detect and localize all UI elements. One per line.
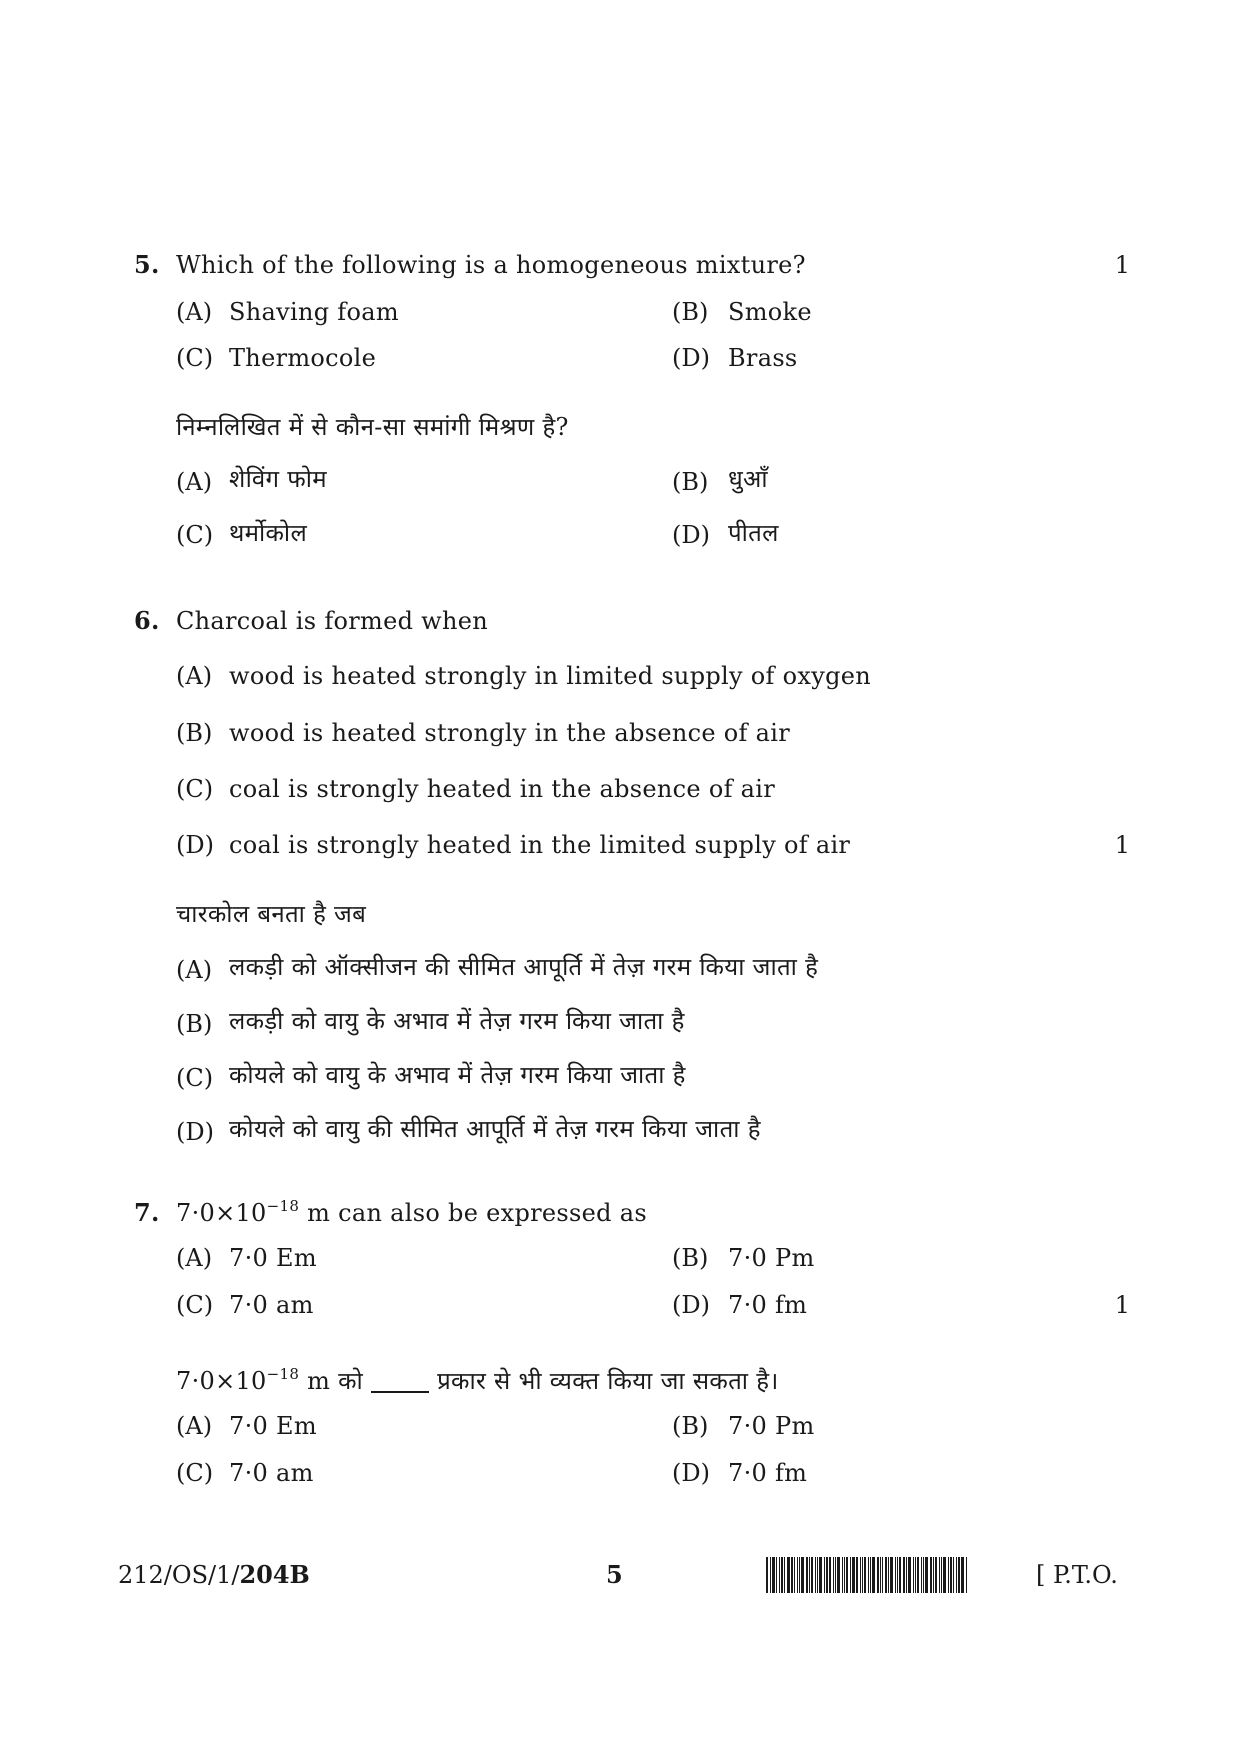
option-text: wood is heated strongly in the absence of air [229, 719, 790, 747]
barcode-bar [895, 1557, 896, 1593]
barcode-bar [913, 1557, 914, 1593]
barcode-bar [956, 1557, 957, 1593]
option-letter: (D) [672, 1459, 710, 1487]
option-letter: (B) [672, 1412, 709, 1440]
question-text-hindi-mid: को [338, 1367, 364, 1395]
option-text: Brass [728, 344, 798, 372]
paper-code-set: 204B [239, 1560, 310, 1589]
question-text: Which of the following is a homogeneous mixture? [176, 251, 806, 279]
option-letter: (D) [672, 344, 710, 372]
barcode-bar [817, 1557, 818, 1593]
question-number: 6. [134, 606, 160, 635]
barcode-bar [917, 1557, 919, 1593]
barcode-bar [801, 1557, 804, 1593]
barcode-bar [915, 1557, 916, 1593]
question-number: 7. [134, 1198, 160, 1227]
option-text-hindi: लकड़ी को वायु के अभाव में तेज़ गरम किया जाता है [229, 1007, 685, 1035]
option-letter: (B) [672, 298, 709, 326]
barcode-bar [797, 1557, 798, 1593]
barcode-bar [941, 1557, 942, 1593]
barcode-bar [950, 1557, 952, 1593]
barcode-bar [961, 1557, 964, 1593]
barcode-bar [899, 1557, 901, 1593]
barcode-bar [903, 1557, 905, 1593]
page-number: 5 [606, 1560, 623, 1589]
option-letter: (C) [176, 521, 214, 549]
barcode-bar [925, 1557, 928, 1593]
barcode-bar [819, 1557, 822, 1593]
barcode-bar [766, 1557, 768, 1593]
option-text-hindi: लकड़ी को ऑक्सीजन की सीमित आपूर्ति में तेज़ गरम किया जाता है [229, 953, 819, 981]
option-letter: (D) [176, 831, 214, 859]
pto-label: [ P.T.O. [1036, 1561, 1118, 1589]
barcode-bar [935, 1557, 937, 1593]
fill-in-blank [371, 1391, 429, 1393]
question-text [176, 1198, 647, 1228]
barcode-bar [953, 1557, 954, 1593]
barcode-bar [930, 1557, 932, 1593]
question-text-hindi: निम्नलिखित में से कौन-सा समांगी मिश्रण है? [176, 413, 569, 441]
paper-code [118, 1560, 310, 1590]
option-text-hindi: शेविंग फोम [229, 465, 327, 493]
option-letter: (A) [176, 468, 213, 496]
barcode-bar [966, 1557, 967, 1593]
option-text: coal is strongly heated in the limited supply of air [229, 831, 851, 859]
barcode-bar [882, 1557, 883, 1593]
barcode-bar [921, 1557, 922, 1593]
barcode-bar [888, 1557, 889, 1593]
question-marks: 1 [1114, 1291, 1130, 1319]
barcode-bar [776, 1557, 777, 1593]
barcode-bar [933, 1557, 934, 1593]
option-text: 7·0 Pm [728, 1412, 815, 1440]
barcode-bar [890, 1557, 893, 1593]
barcode-bar [860, 1557, 861, 1593]
barcode-bar [880, 1557, 881, 1593]
barcode-bar [791, 1557, 793, 1593]
barcode-bar [856, 1557, 858, 1593]
option-text: Smoke [728, 298, 812, 326]
option-letter: (C) [176, 1291, 214, 1319]
option-letter: (B) [176, 1010, 213, 1038]
barcode-bar [824, 1557, 825, 1593]
option-text-hindi: पीतल [728, 519, 779, 547]
barcode-bar [826, 1557, 828, 1593]
barcode-bar [799, 1557, 800, 1593]
barcode-bar [833, 1557, 834, 1593]
option-text: 7·0 Pm [728, 1244, 815, 1272]
option-letter: (C) [176, 1064, 214, 1092]
option-letter: (B) [672, 468, 709, 496]
barcode-bar [837, 1557, 840, 1593]
expression-unit: m [307, 1367, 331, 1395]
option-letter: (C) [176, 1459, 214, 1487]
barcode-bar [794, 1557, 795, 1593]
barcode-bar [872, 1557, 875, 1593]
option-text: 7·0 fm [728, 1291, 808, 1319]
barcode-bar [809, 1557, 810, 1593]
barcode-bar [862, 1557, 863, 1593]
barcode-bar [870, 1557, 871, 1593]
option-text: coal is strongly heated in the absence of air [229, 775, 776, 803]
option-letter: (A) [176, 1244, 213, 1272]
option-text: 7·0 Em [229, 1244, 317, 1272]
option-letter: (B) [176, 719, 213, 747]
barcode-bar [906, 1557, 907, 1593]
barcode-bar [948, 1557, 949, 1593]
barcode-bar [829, 1557, 831, 1593]
barcode-bar [806, 1557, 808, 1593]
barcode-bar [868, 1557, 869, 1593]
option-letter: (D) [672, 521, 710, 549]
expression-base: 7·0×10 [176, 1199, 267, 1227]
option-text: 7·0 am [229, 1291, 314, 1319]
barcode-bar [815, 1557, 816, 1593]
option-letter: (A) [176, 298, 213, 326]
expression-exponent: −18 [266, 1365, 300, 1383]
option-text-hindi: थर्मोकोल [229, 519, 308, 547]
option-text-hindi: कोयले को वायु की सीमित आपूर्ति में तेज़ गरम किया जाता है [229, 1115, 761, 1143]
barcode-bar [850, 1557, 851, 1593]
barcode-bar [852, 1557, 855, 1593]
option-text-hindi: कोयले को वायु के अभाव में तेज़ गरम किया जाता है [229, 1061, 686, 1089]
option-letter: (B) [672, 1244, 709, 1272]
question-text-hindi [176, 1366, 779, 1396]
question-text-hindi: चारकोल बनता है जब [176, 900, 367, 928]
barcode-bar [908, 1557, 911, 1593]
option-text: 7·0 Em [229, 1412, 317, 1440]
expression-unit: m [307, 1199, 331, 1227]
paper-code-prefix: 212/OS/1/ [118, 1561, 240, 1589]
option-text: Thermocole [229, 344, 377, 372]
barcode-bar [885, 1557, 887, 1593]
question-marks: 1 [1114, 251, 1130, 279]
barcode-bar [844, 1557, 845, 1593]
barcode-bar [877, 1557, 879, 1593]
barcode-bar [811, 1557, 813, 1593]
question-text: Charcoal is formed when [176, 607, 489, 635]
question-text-rest: can also be expressed as [338, 1199, 647, 1227]
barcode-bar [770, 1557, 771, 1593]
option-letter: (D) [176, 1118, 214, 1146]
option-text: 7·0 fm [728, 1459, 808, 1487]
option-letter: (A) [176, 1412, 213, 1440]
option-text: wood is heated strongly in limited supply of oxygen [229, 662, 872, 690]
option-letter: (A) [176, 956, 213, 984]
question-marks: 1 [1114, 831, 1130, 859]
barcode-bar [787, 1557, 790, 1593]
barcode-bar [842, 1557, 843, 1593]
barcode-bar [846, 1557, 848, 1593]
option-text: Shaving foam [229, 298, 399, 326]
barcode-bar [943, 1557, 946, 1593]
barcode-bar [958, 1557, 960, 1593]
barcode-bar [835, 1557, 836, 1593]
option-letter: (C) [176, 775, 214, 803]
barcode-bar [784, 1557, 785, 1593]
option-text-hindi: धुआँ [728, 465, 768, 493]
expression-base: 7·0×10 [176, 1367, 267, 1395]
barcode-bar [864, 1557, 866, 1593]
barcode-icon [766, 1557, 1026, 1593]
barcode-bar [939, 1557, 940, 1593]
barcode-bar [781, 1557, 783, 1593]
expression-exponent: −18 [266, 1197, 300, 1215]
barcode-bar [772, 1557, 775, 1593]
option-letter: (D) [672, 1291, 710, 1319]
barcode-bar [923, 1557, 924, 1593]
barcode-bar [779, 1557, 780, 1593]
barcode-bar [897, 1557, 898, 1593]
option-letter: (C) [176, 344, 214, 372]
question-number: 5. [134, 250, 160, 279]
question-text-hindi-rest: प्रकार से भी व्यक्त किया जा सकता है। [437, 1367, 779, 1395]
option-text: 7·0 am [229, 1459, 314, 1487]
option-letter: (A) [176, 662, 213, 690]
